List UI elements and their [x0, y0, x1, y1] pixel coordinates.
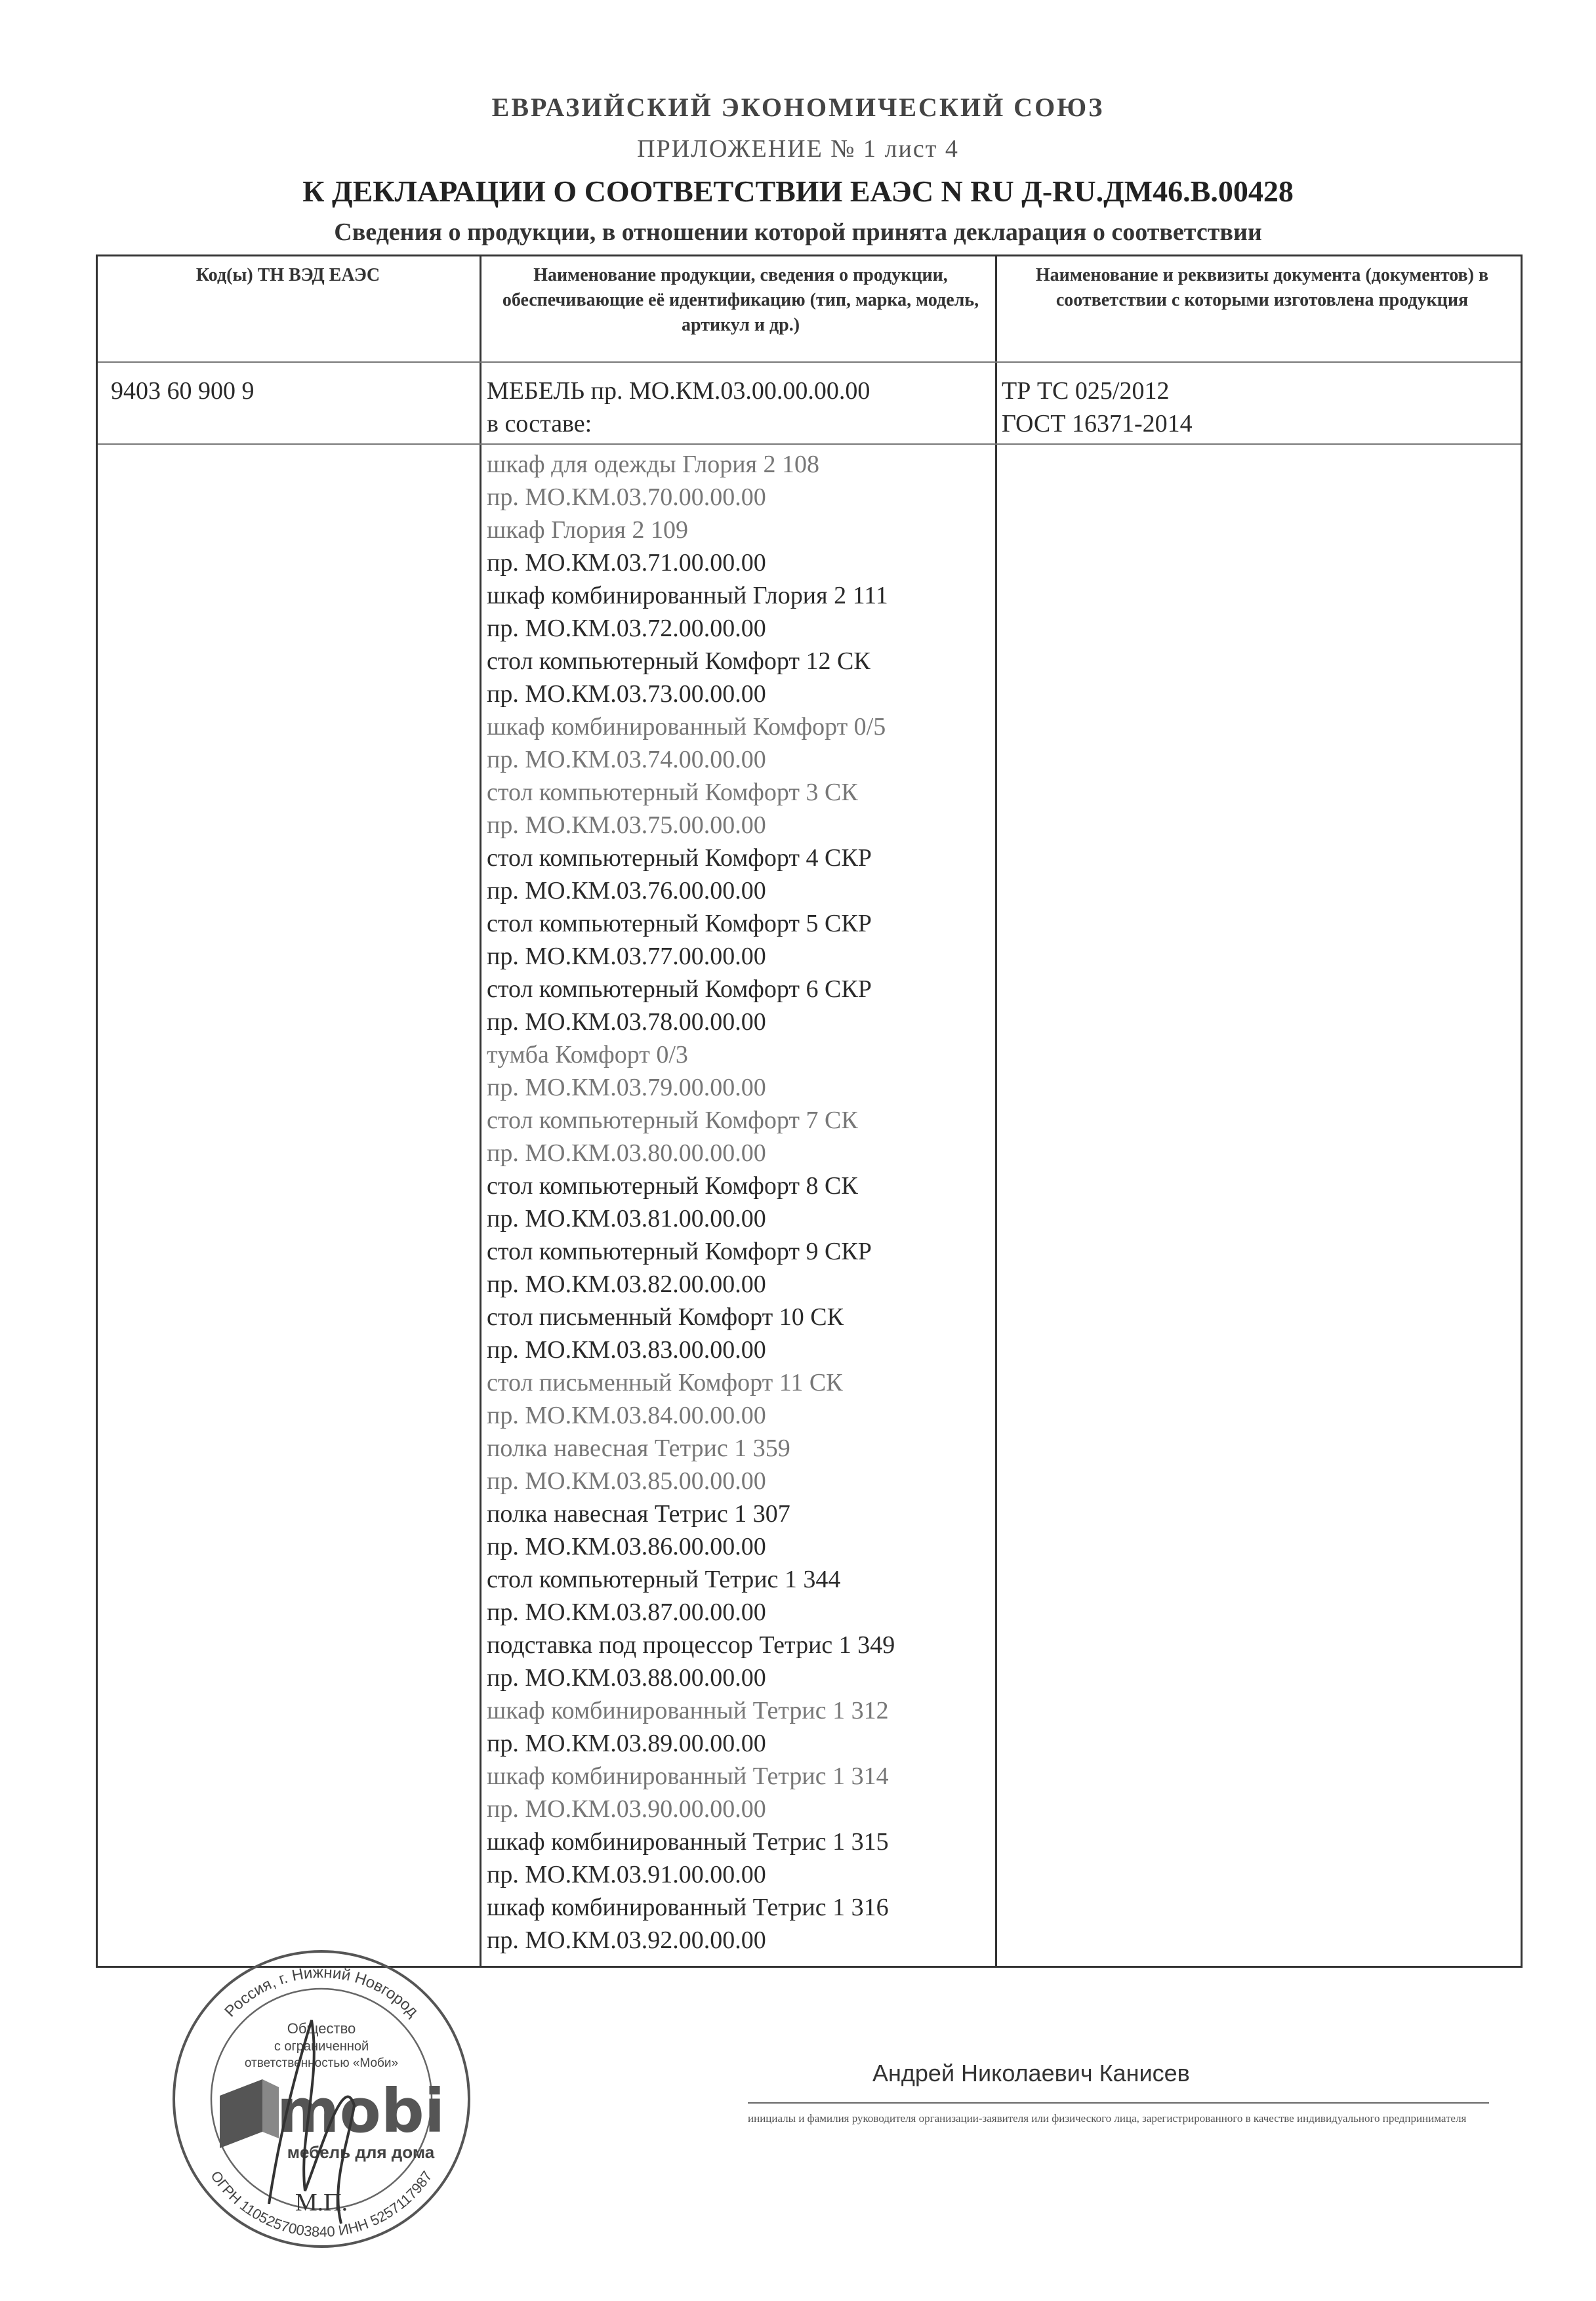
list-item: пр. МО.КМ.03.81.00.00.00 [487, 1205, 766, 1232]
list-item: пр. МО.КМ.03.91.00.00.00 [487, 1861, 766, 1888]
list-item: стол компьютерный Комфорт 7 СК [487, 1107, 858, 1134]
stamp-org-line1: Общество [287, 2020, 356, 2037]
row-divider [98, 443, 1521, 445]
list-item: полка навесная Тетрис 1 359 [487, 1435, 790, 1462]
column-header-code: Код(ы) ТН ВЭД ЕАЭС [195, 265, 380, 285]
column-divider [995, 256, 997, 1966]
list-item: пр. МО.КМ.03.74.00.00.00 [487, 746, 766, 773]
list-item: стол письменный Комфорт 10 СК [487, 1303, 844, 1331]
list-item: пр. МО.КМ.03.90.00.00.00 [487, 1795, 766, 1823]
standard-doc: ГОСТ 16371-2014 [1002, 410, 1193, 438]
list-item: шкаф Глория 2 109 [487, 516, 689, 544]
list-item: пр. МО.КМ.03.87.00.00.00 [487, 1598, 766, 1626]
list-item: пр. МО.КМ.03.88.00.00.00 [487, 1664, 766, 1692]
declaration-number: К ДЕКЛАРАЦИИ О СООТВЕТСТВИИ ЕАЭС N RU Д-RU.ДМ46.В.00428 [302, 174, 1294, 208]
list-item: стол письменный Комфорт 11 СК [487, 1369, 843, 1396]
list-item: пр. МО.КМ.03.78.00.00.00 [487, 1008, 766, 1036]
list-item: подставка под процессор Тетрис 1 349 [487, 1631, 895, 1659]
stamp-ring-top: Россия, г. Нижний Новгород [221, 1963, 422, 2021]
stamp-ring-bottom: ОГРН 1105257003840 ИНН 5257117987 [207, 2168, 436, 2241]
product-items-list [487, 448, 972, 1957]
list-item: пр. МО.КМ.03.77.00.00.00 [487, 943, 766, 970]
list-item: пр. МО.КМ.03.84.00.00.00 [487, 1402, 766, 1429]
tn-ved-code: 9403 60 900 9 [111, 377, 255, 405]
union-title: ЕВРАЗИЙСКИЙ ЭКОНОМИЧЕСКИЙ СОЮЗ [491, 92, 1105, 122]
product-main: МЕБЕЛЬ пр. МО.КМ.03.00.00.00.00 [487, 377, 870, 405]
signature-line [748, 2102, 1489, 2104]
list-item: стол компьютерный Тетрис 1 344 [487, 1566, 841, 1593]
column-header-document: Наименование и реквизиты документа (документов) в соответствии с которыми изготовлена продукция [1035, 265, 1489, 310]
list-item: пр. МО.КМ.03.72.00.00.00 [487, 615, 766, 642]
list-item: пр. МО.КМ.03.79.00.00.00 [487, 1074, 766, 1101]
list-item: стол компьютерный Комфорт 5 СКР [487, 910, 872, 937]
regulation-doc: ТР ТС 025/2012 [1002, 377, 1170, 405]
list-item: полка навесная Тетрис 1 307 [487, 1500, 790, 1528]
list-item: пр. МО.КМ.03.92.00.00.00 [487, 1926, 766, 1954]
list-item: шкаф для одежды Глория 2 108 [487, 451, 820, 478]
row-divider [98, 361, 1521, 363]
signer-name: Андрей Николаевич Канисев [872, 2060, 1190, 2087]
stamp-tagline: мебель для дома [287, 2142, 435, 2162]
list-item: шкаф комбинированный Тетрис 1 314 [487, 1762, 889, 1790]
list-item: пр. МО.КМ.03.73.00.00.00 [487, 680, 766, 708]
list-item: стол компьютерный Комфорт 12 СК [487, 647, 870, 675]
list-item: шкаф комбинированный Комфорт 0/5 [487, 713, 886, 741]
signer-caption: инициалы и фамилия руководителя организации-заявителя или физического лица, зарегистрированного в качестве индивидуального предпринимателя [748, 2112, 1467, 2125]
stamp-box-icon [220, 2079, 279, 2148]
list-item: стол компьютерный Комфорт 4 СКР [487, 844, 872, 872]
list-item: пр. МО.КМ.03.85.00.00.00 [487, 1467, 766, 1495]
list-item: шкаф комбинированный Тетрис 1 315 [487, 1828, 889, 1856]
column-header-product: Наименование продукции, сведения о продукции, обеспечивающие её идентификацию (тип, марка, модель, артикул и др.) [502, 265, 979, 335]
appendix-title: ПРИЛОЖЕНИЕ № 1 лист 4 [637, 135, 959, 163]
list-item: пр. МО.КМ.03.86.00.00.00 [487, 1533, 766, 1560]
product-table [96, 255, 1523, 1968]
company-stamp [164, 1942, 479, 2256]
column-divider [480, 256, 481, 1966]
list-item: пр. МО.КМ.03.71.00.00.00 [487, 549, 766, 577]
list-item: шкаф комбинированный Тетрис 1 316 [487, 1894, 889, 1921]
list-item: пр. МО.КМ.03.89.00.00.00 [487, 1730, 766, 1757]
list-item: пр. МО.КМ.03.70.00.00.00 [487, 483, 766, 511]
table-caption: Сведения о продукции, в отношении которой принята декларация о соответствии [334, 218, 1262, 246]
list-item: шкаф комбинированный Глория 2 111 [487, 582, 888, 609]
list-item: пр. МО.КМ.03.75.00.00.00 [487, 811, 766, 839]
list-item: стол компьютерный Комфорт 6 СКР [487, 975, 872, 1003]
stamp-org-line3: ответственностью «Моби» [244, 2056, 399, 2070]
list-item: пр. МО.КМ.03.82.00.00.00 [487, 1271, 766, 1298]
list-item: стол компьютерный Комфорт 8 СК [487, 1172, 858, 1200]
list-item: стол компьютерный Комфорт 3 СК [487, 779, 858, 806]
list-item: стол компьютерный Комфорт 9 СКР [487, 1238, 872, 1265]
list-item: пр. МО.КМ.03.76.00.00.00 [487, 877, 766, 905]
list-item: пр. МО.КМ.03.80.00.00.00 [487, 1139, 766, 1167]
stamp-mp: М.П. [295, 2189, 348, 2216]
stamp-brand: mobi [276, 2076, 445, 2146]
stamp-org-line2: с ограниченной [274, 2039, 369, 2054]
list-item: пр. МО.КМ.03.83.00.00.00 [487, 1336, 766, 1364]
product-composition-label: в составе: [487, 410, 592, 438]
list-item: тумба Комфорт 0/3 [487, 1041, 688, 1069]
list-item: шкаф комбинированный Тетрис 1 312 [487, 1697, 889, 1724]
